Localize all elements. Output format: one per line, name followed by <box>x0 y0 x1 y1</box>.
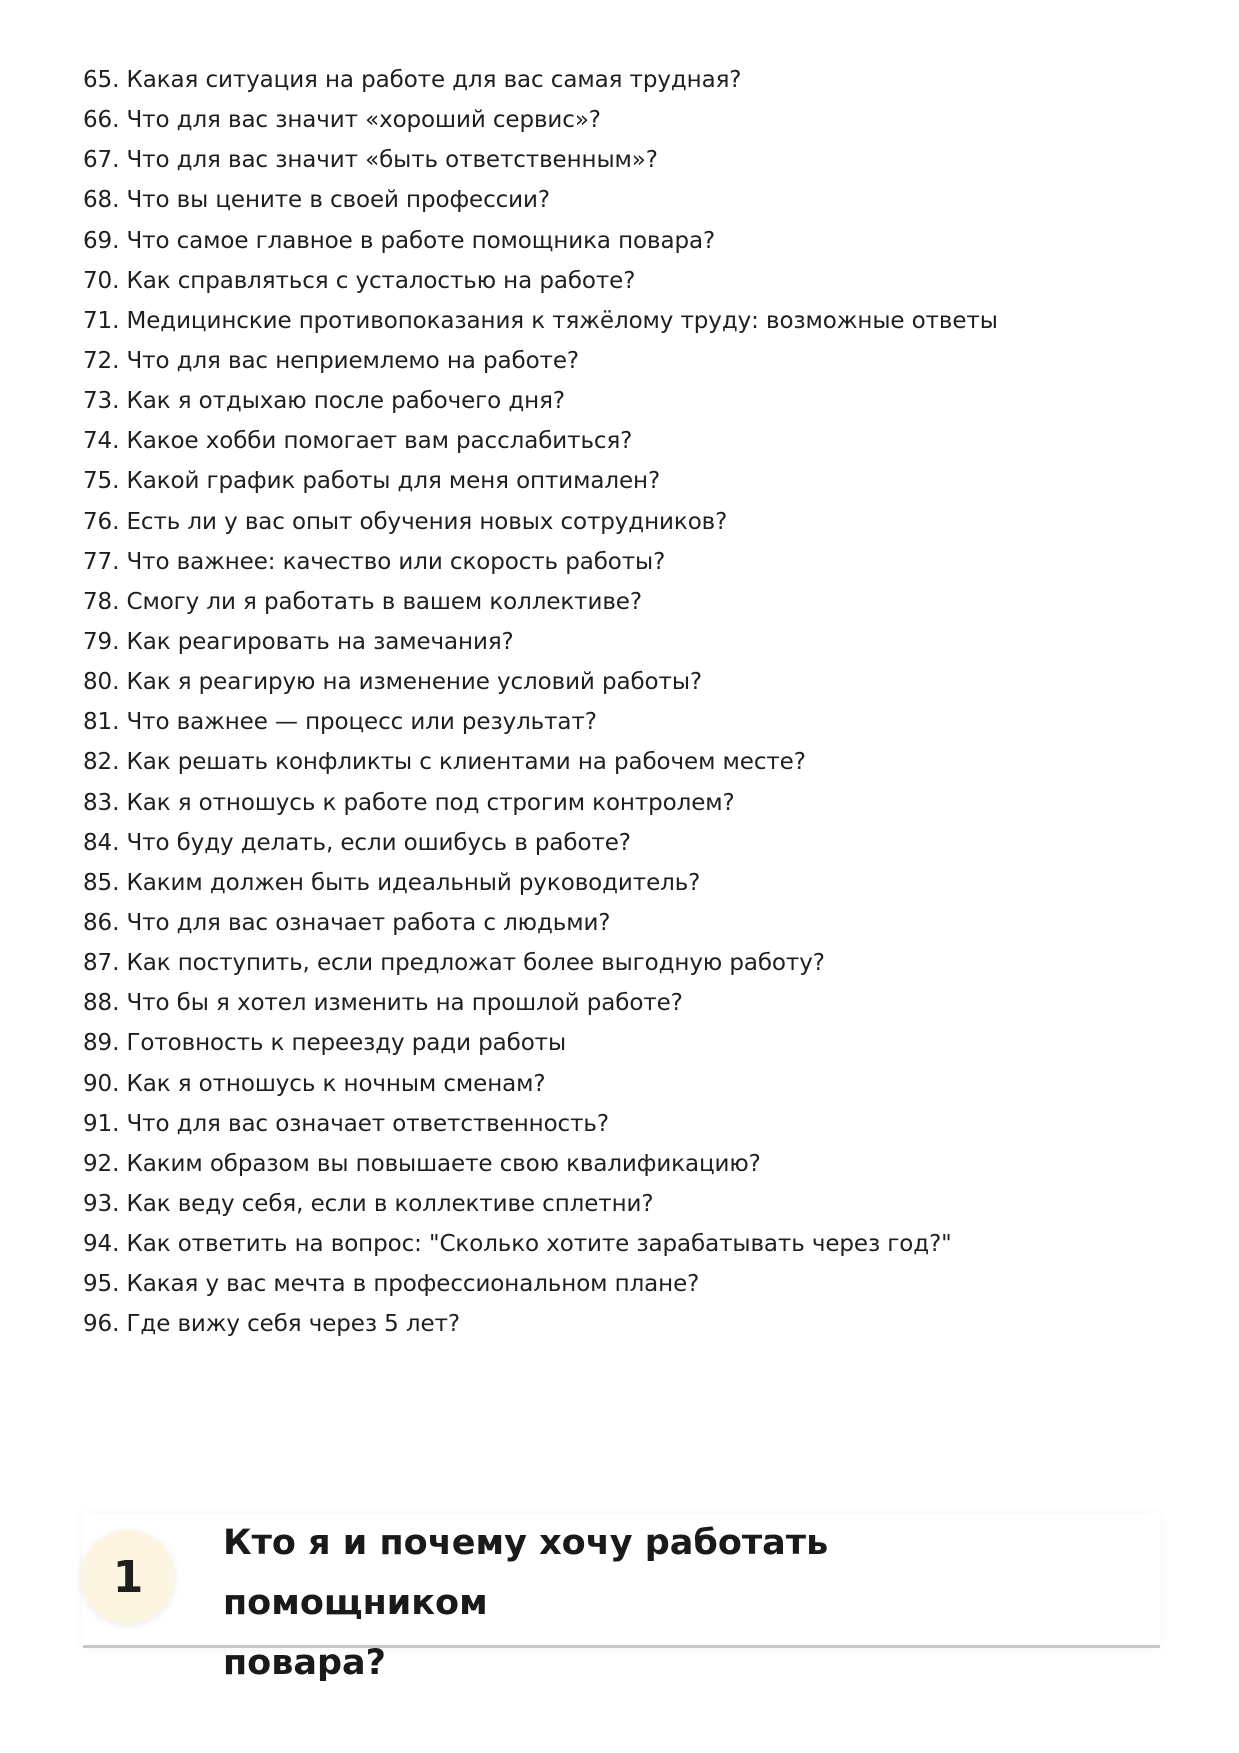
question-list <box>83 60 1143 1345</box>
question-item: 79. Как реагировать на замечания? <box>83 628 514 655</box>
question-item: 80. Как я реагирую на изменение условий работы? <box>83 669 702 696</box>
question-item: 70. Как справляться с усталостью на работе? <box>83 267 636 294</box>
section-number-badge: 1 <box>81 1530 175 1624</box>
question-item: 85. Каким должен быть идеальный руководитель? <box>83 869 701 896</box>
question-item: 92. Каким образом вы повышаете свою квалификацию? <box>83 1150 761 1177</box>
question-item: 94. Как ответить на вопрос: "Сколько хотите зарабатывать через год?" <box>83 1231 952 1258</box>
section-title <box>223 1513 1103 1693</box>
question-item: 74. Какое хобби помогает вам расслабиться? <box>83 428 633 455</box>
question-item: 84. Что буду делать, если ошибусь в работе? <box>83 829 631 856</box>
question-item: 65. Какая ситуация на работе для вас самая трудная? <box>83 67 742 93</box>
question-item: 82. Как решать конфликты с клиентами на рабочем месте? <box>83 749 806 776</box>
section-title-line-1: Кто я и почему хочу работать помощником <box>223 1523 829 1623</box>
question-item: 66. Что для вас значит «хороший сервис»? <box>83 107 601 134</box>
question-item: 90. Как я отношусь к ночным сменам? <box>83 1070 546 1097</box>
question-item: 95. Какая у вас мечта в профессиональном плане? <box>83 1271 700 1298</box>
question-item: 77. Что важнее: качество или скорость работы? <box>83 548 666 575</box>
question-item: 81. Что важнее — процесс или результат? <box>83 709 597 736</box>
question-item: 67. Что для вас значит «быть ответственным»? <box>83 147 658 174</box>
question-item: 68. Что вы цените в своей профессии? <box>83 187 550 214</box>
question-item: 72. Что для вас неприемлемо на работе? <box>83 347 580 374</box>
question-item: 86. Что для вас означает работа с людьми? <box>83 909 611 936</box>
question-item: 91. Что для вас означает ответственность? <box>83 1110 609 1137</box>
question-item: 88. Что бы я хотел изменить на прошлой работе? <box>83 990 683 1017</box>
question-item: 89. Готовность к переезду ради работы <box>83 1030 567 1057</box>
question-item: 76. Есть ли у вас опыт обучения новых сотрудников? <box>83 508 728 535</box>
question-item: 96. Где вижу себя через 5 лет? <box>83 1311 460 1338</box>
question-item: 73. Как я отдыхаю после рабочего дня? <box>83 388 565 415</box>
question-item: 69. Что самое главное в работе помощника повара? <box>83 227 716 254</box>
question-item: 78. Смогу ли я работать в вашем коллективе? <box>83 588 642 615</box>
section-heading-card <box>83 1513 1160 1683</box>
section-title-line-2: повара? <box>223 1643 386 1683</box>
question-item: 93. Как веду себя, если в коллективе сплетни? <box>83 1190 654 1217</box>
question-item: 71. Медицинские противопоказания к тяжёлому труду: возможные ответы <box>83 307 998 334</box>
question-item: 83. Как я отношусь к работе под строгим контролем? <box>83 789 735 816</box>
question-item: 75. Какой график работы для меня оптимален? <box>83 468 661 495</box>
question-item: 87. Как поступить, если предложат более выгодную работу? <box>83 950 825 977</box>
